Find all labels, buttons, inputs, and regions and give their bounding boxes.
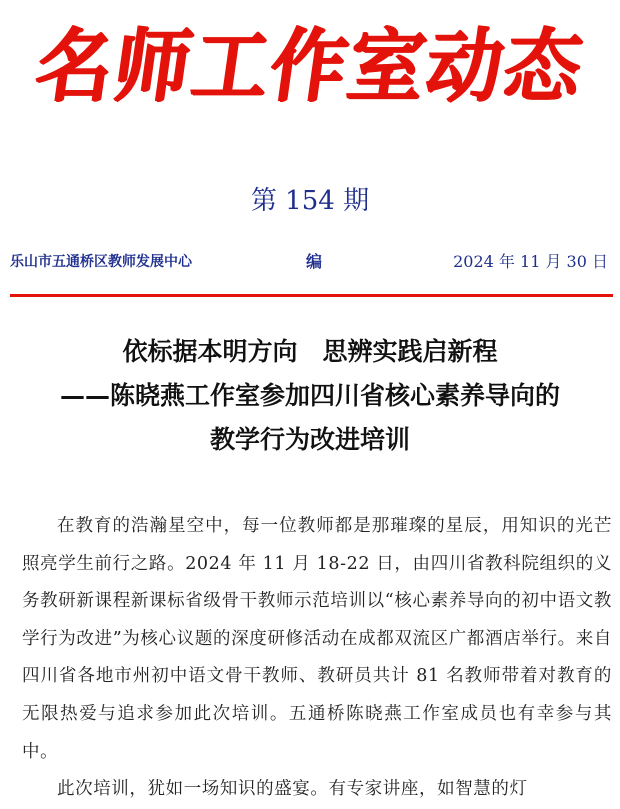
body-paragraph: 在教育的浩瀚星空中，每一位教师都是那璀璨的星辰，用知识的光芒照亮学生前行之路。2024 年 11 月 18-22 日，由四川省教科院组织的义务教研新课程新课标省级骨干教师示范培训以“核心素养导向的初中语文教学行为改进”为核心议题的深度研修活动在成都双流区广都酒店举行。来自四川省各地市州初中语文骨干教师、教研员共计 81 名教师带着对教育的无限热爱与追求参加此次培训。五通桥陈晓燕工作室成员也有幸参与其中。 <box>22 516 612 762</box>
header-divider <box>10 294 613 297</box>
article-headline <box>0 330 620 462</box>
headline-line: 依标据本明方向 思辨实践启新程 <box>122 337 498 366</box>
masthead <box>0 18 620 128</box>
body-paragraph: 此次培训，犹如一场知识的盛宴。有专家讲座，如智慧的灯 <box>57 779 528 800</box>
publisher: 乐山市五通桥区教师发展中心 <box>10 254 192 270</box>
publish-date: 2024 年 11 月 30 日 <box>453 252 608 271</box>
headline-line: 教学行为改进培训 <box>209 425 410 454</box>
article-body <box>22 508 612 809</box>
edit-mark: 编 <box>306 252 323 271</box>
issue-number: 第 154 期 <box>250 186 370 216</box>
masthead-title: 名师工作室动态 <box>30 18 590 113</box>
headline-line: ——陈晓燕工作室参加四川省核心素养导向的 <box>59 381 560 410</box>
meta-row <box>10 250 610 274</box>
